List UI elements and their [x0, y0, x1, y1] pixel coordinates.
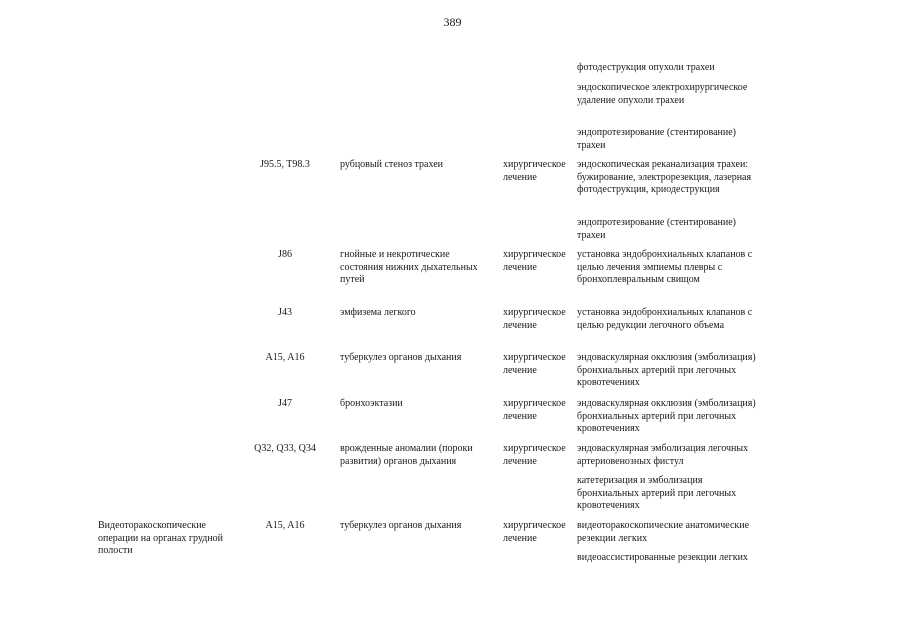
code-cell: J43 [278, 307, 292, 318]
method-cell: эндопротезирование (стентирование) трахеи [577, 217, 737, 241]
method-cell: фотодеструкция опухоли трахеи [577, 62, 715, 73]
method-cell: установка эндобронхиальных клапанов с целью лечения эмпиемы плевры с бронхоплевральным свищом [577, 249, 753, 285]
method-cell: эндоваскулярная окклюзия (эмболизация) бронхиальных артерий при легочных кровотечениях [577, 352, 756, 388]
treatment-cell: хирургическое лечение [503, 520, 566, 544]
code-cell: J86 [278, 249, 292, 260]
treatment-cell: хирургическое лечение [503, 398, 566, 422]
method-cell: видеоторакоскопические анатомические резекции легких [577, 520, 750, 544]
method-cell: эндоваскулярная окклюзия (эмболизация) бронхиальных артерий при легочных кровотечениях [577, 398, 756, 434]
treatment-cell: хирургическое лечение [503, 307, 566, 331]
method-cell: эндоваскулярная эмболизация легочных артериовенозных фистул [577, 443, 749, 467]
page-number: 389 [443, 15, 462, 29]
method-cell: катетеризация и эмболизация бронхиальных артерий при легочных кровотечениях [577, 475, 737, 511]
condition-cell: эмфизема легкого [340, 307, 416, 318]
condition-cell: туберкулез органов дыхания [340, 352, 462, 363]
method-cell: эндопротезирование (стентирование) трахеи [577, 127, 737, 151]
method-cell: видеоассистированные резекции легких [577, 552, 748, 563]
code-cell: Q32, Q33, Q34 [254, 443, 316, 454]
code-cell: A15, A16 [265, 352, 305, 363]
section-title-cell: Видеоторакоскопические операции на органах грудной полости [98, 520, 224, 556]
code-cell: J95.5, T98.3 [260, 159, 310, 170]
method-cell: эндоскопическая реканализация трахеи: бужирование, электрорезекция, лазерная фотодеструкция, криодеструкция [577, 159, 752, 195]
code-cell: J47 [278, 398, 292, 409]
treatment-cell: хирургическое лечение [503, 352, 566, 376]
condition-cell: рубцовый стеноз трахеи [340, 159, 443, 170]
condition-cell: бронхоэктазии [340, 398, 403, 409]
condition-cell: врожденные аномалии (пороки развития) органов дыхания [340, 443, 473, 467]
method-cell: эндоскопическое электрохирургическое удаление опухоли трахеи [577, 82, 748, 106]
code-cell: A15, A16 [265, 520, 305, 531]
treatment-cell: хирургическое лечение [503, 249, 566, 273]
method-cell: установка эндобронхиальных клапанов с целью редукции легочного объема [577, 307, 753, 331]
condition-cell: гнойные и некротические состояния нижних дыхательных путей [340, 249, 478, 285]
treatment-cell: хирургическое лечение [503, 159, 566, 183]
treatment-cell: хирургическое лечение [503, 443, 566, 467]
condition-cell: туберкулез органов дыхания [340, 520, 462, 531]
